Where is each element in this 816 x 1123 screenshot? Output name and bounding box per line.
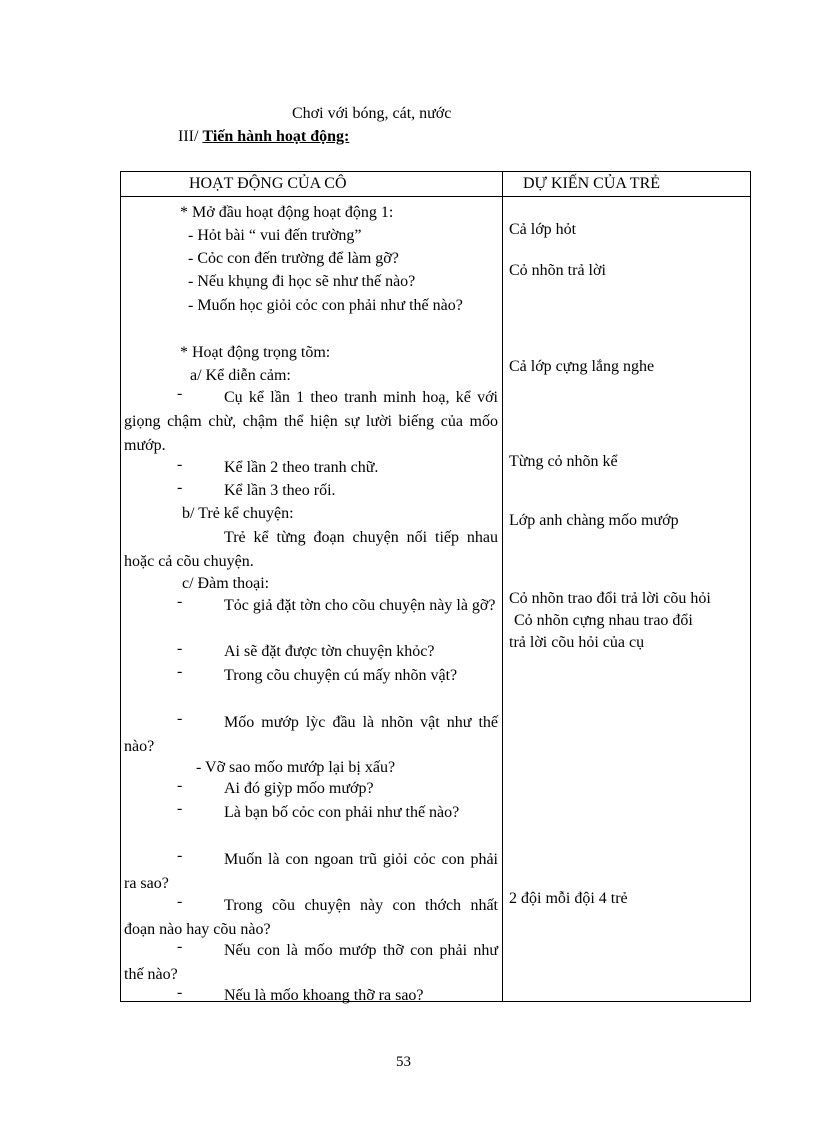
bullet-dash: - <box>177 593 183 610</box>
table-row: Cả lớp hỏt <box>509 221 577 238</box>
table-row: Kể lần 3 theo rối. <box>224 482 336 499</box>
table-row: Trong cõu chuyện cú mấy nhõn vật? <box>224 667 458 684</box>
table-row: Trong cõu chuyện này con thớch nhất đoạn nào hay cõu nào? <box>124 897 498 938</box>
table-row: Muốn là con ngoan trũ giỏi cỏc con phải ra sao? <box>124 851 498 892</box>
table-row: Nếu là mốo khoang thỡ ra sao? <box>224 987 424 1004</box>
table-row: Lớp anh chàng mốo mướp <box>509 512 679 529</box>
bullet-dash: - <box>177 800 183 817</box>
table-row: - Hỏt bài “ vui đến trường” <box>188 227 362 244</box>
bullet-dash: - <box>177 847 183 864</box>
table-row: - Cỏc con đến trường để làm gỡ? <box>188 250 399 267</box>
page-number: 53 <box>396 1054 411 1070</box>
table-row: - Muốn học giỏi cỏc con phải như thế nào? <box>188 297 463 314</box>
bullet-dash: - <box>177 777 183 794</box>
bullet-dash: - <box>177 385 183 402</box>
table-row: Cụ kể lần 1 theo tranh minh hoạ, kể với giọng chậm chừ, chậm thể hiện sự lười biếng của mốo mướp. <box>124 389 498 454</box>
section-heading <box>178 128 349 146</box>
table-row: Ai sẽ đặt được tờn chuyện khỏc? <box>224 643 435 660</box>
page-title: Chơi với bóng, cát, nước <box>292 105 452 122</box>
table-row: Từng cỏ nhõn kể <box>509 453 618 470</box>
table-row: Cỏ nhõn trả lời <box>509 262 606 279</box>
table-row: Cả lớp cựng lắng nghe <box>509 358 655 375</box>
bullet-dash: - <box>177 640 183 657</box>
table-row: Cỏ nhõn cựng nhau trao đổi <box>514 612 693 629</box>
column-header-children: DỰ KIẾN CỦA TRẺ <box>523 175 661 192</box>
bullet-dash: - <box>177 984 183 1001</box>
table-row: - Vỡ sao mốo mướp lại bị xấu? <box>196 759 396 776</box>
activity-table <box>120 171 751 1002</box>
section-number: III/ <box>178 128 199 145</box>
section-title: Tiến hành hoạt động: <box>202 128 350 145</box>
bullet-dash: - <box>177 710 183 727</box>
table-row: * Hoạt động trọng tõm: <box>180 344 331 361</box>
bullet-dash: - <box>177 893 183 910</box>
table-row: a/ Kể diễn cảm: <box>190 367 291 384</box>
bullet-dash: - <box>177 479 183 496</box>
table-row: Ai đó giỳp mốo mướp? <box>224 780 374 797</box>
table-row: c/ Đàm thoại: <box>182 575 270 592</box>
header-divider <box>121 196 750 197</box>
table-row: * Mở đầu hoạt động hoạt động 1: <box>180 204 394 221</box>
bullet-dash: - <box>177 663 183 680</box>
bullet-dash: - <box>177 938 183 955</box>
table-row: Cỏ nhõn trao đổi trả lời cõu hỏi <box>509 590 711 607</box>
column-header-teacher: HOẠT ĐỘNG CỦA CÔ <box>189 175 347 192</box>
table-row: Nếu con là mốo mướp thỡ con phải như thế nào? <box>124 942 498 983</box>
column-divider <box>502 172 503 1001</box>
bullet-dash: - <box>177 456 183 473</box>
table-row: - Nếu khụng đi học sẽ như thế nào? <box>188 273 416 290</box>
table-row: Mốo mướp lỳc đầu là nhõn vật như thế nào? <box>124 714 498 755</box>
table-row: trả lời cõu hỏi của cụ <box>509 634 645 651</box>
table-row: Tỏc giả đặt tờn cho cõu chuyện này là gỡ? <box>224 597 496 614</box>
table-row: Là bạn bố cỏc con phải như thế nào? <box>224 804 460 821</box>
table-row: Kể lần 2 theo tranh chữ. <box>224 459 379 476</box>
table-row: 2 đội mỗi đội 4 trẻ <box>509 890 628 907</box>
table-row: Trẻ kể từng đoạn chuyện nối tiếp nhau hoặc cả cõu chuyện. <box>124 529 498 570</box>
table-row: b/ Trẻ kể chuyện: <box>182 505 294 522</box>
